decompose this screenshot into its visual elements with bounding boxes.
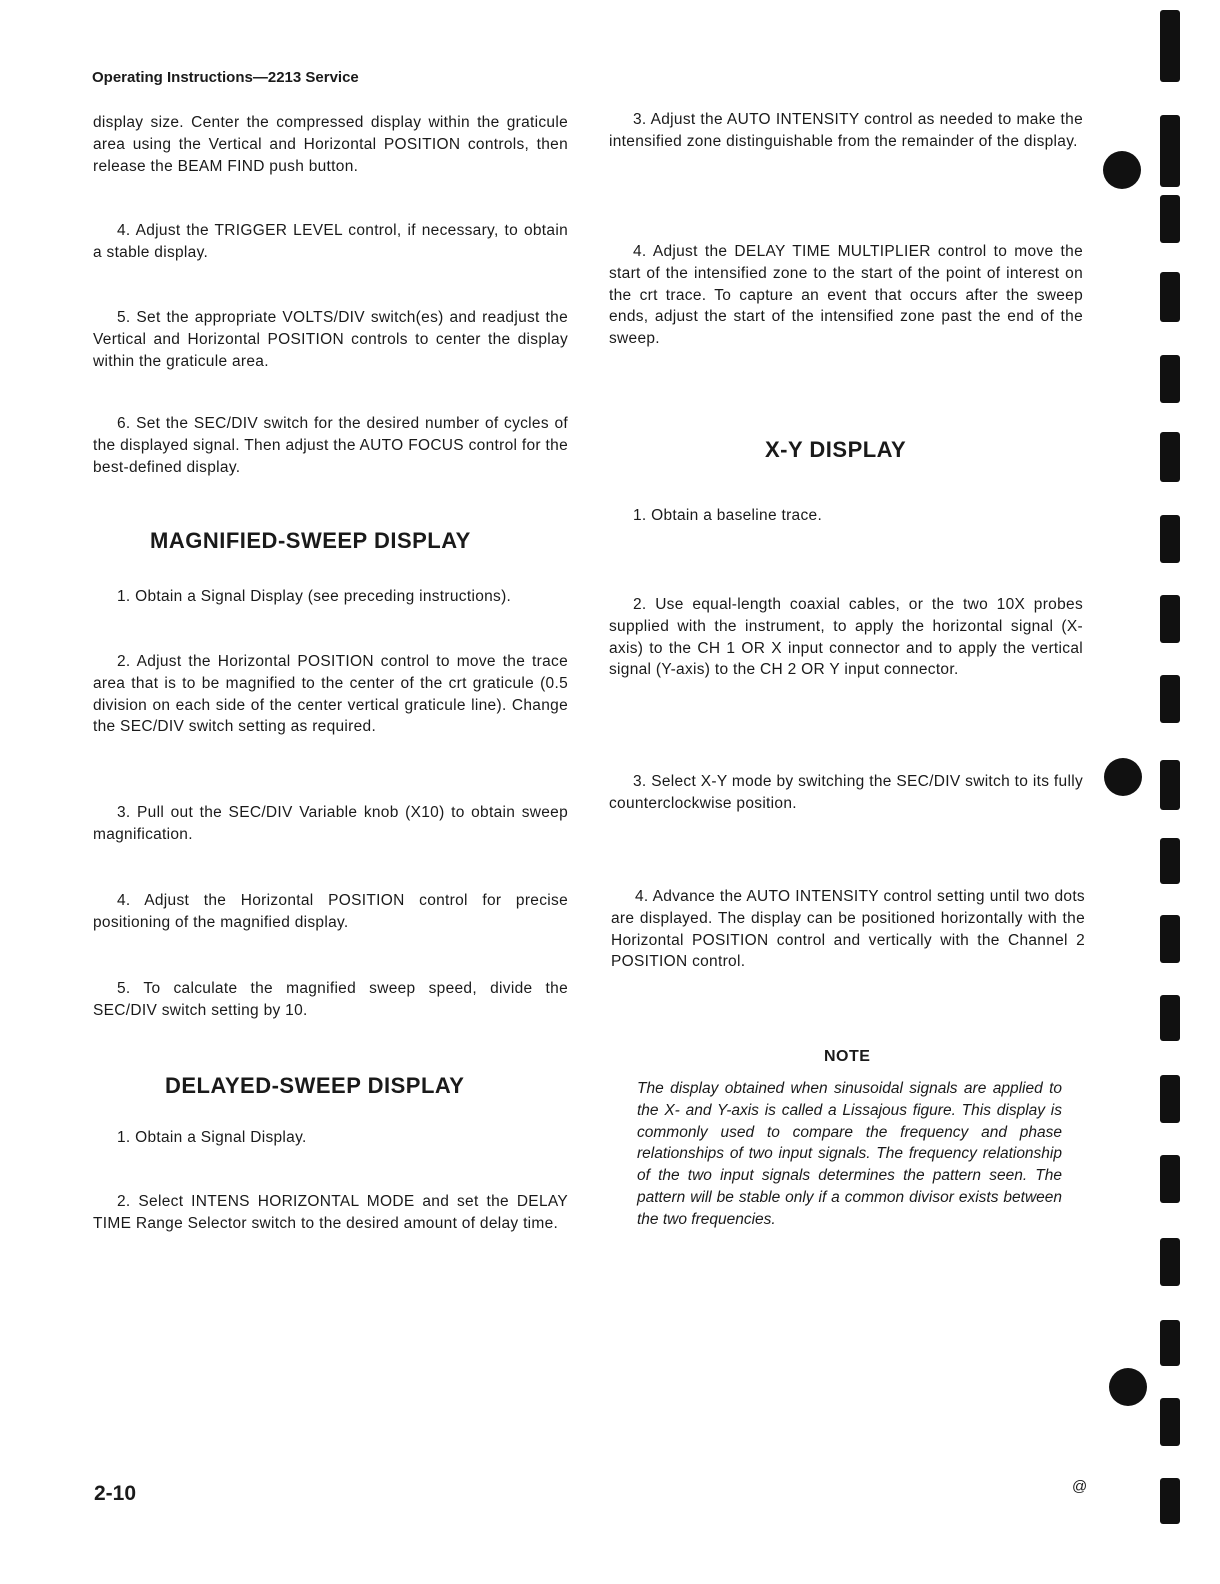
section-heading-xy: X-Y DISPLAY [765, 437, 907, 462]
paragraph: display size. Center the compressed display within the graticule area using the Vertical and Horizontal POSITION controls, then release the BEAM FIND push button. [93, 114, 568, 175]
paragraph: 2. Adjust the Horizontal POSITION control to move the trace area that is to be magnified to the center of the crt graticule (0.5 division on each side of the center vertical graticule line). Change the SEC/DIV switch setting as required. [93, 653, 568, 736]
paragraph: 3. Pull out the SEC/DIV Variable knob (X10) to obtain sweep magnification. [93, 804, 568, 843]
paragraph: 3. Select X-Y mode by switching the SEC/DIV switch to its fully counterclockwise position. [609, 773, 1083, 812]
paragraph: 1. Obtain a Signal Display (see preceding instructions). [117, 588, 512, 605]
binding-bar [1160, 355, 1180, 403]
binding-bar [1160, 760, 1180, 810]
binding-bar [1160, 675, 1180, 723]
binding-bar [1160, 1478, 1180, 1524]
binding-bar [1160, 1320, 1180, 1366]
binding-bar [1160, 1075, 1180, 1123]
binding-bar [1160, 995, 1180, 1041]
binding-bar [1160, 1155, 1180, 1203]
binding-bar [1160, 272, 1180, 322]
paragraph: 5. Set the appropriate VOLTS/DIV switch(es) and readjust the Vertical and Horizontal POSITION controls to center the display within the graticule area. [93, 309, 568, 370]
page-number: 2-10 [94, 1482, 137, 1505]
paragraph: 6. Set the SEC/DIV switch for the desired number of cycles of the displayed signal. Then adjust the AUTO FOCUS control for the best-defined display. [93, 415, 568, 476]
punch-hole [1104, 758, 1142, 796]
binding-bar [1160, 1238, 1180, 1286]
binding-bar [1160, 10, 1180, 82]
binding-bar [1160, 515, 1180, 563]
binding-bar [1160, 838, 1180, 884]
paragraph: 2. Select INTENS HORIZONTAL MODE and set the DELAY TIME Range Selector switch to the desired amount of delay time. [93, 1193, 568, 1232]
punch-hole [1103, 151, 1141, 189]
binding-bar [1160, 1398, 1180, 1446]
paragraph: 2. Use equal-length coaxial cables, or the two 10X probes supplied with the instrument, to apply the horizontal signal (X-axis) to the CH 1 OR X input connector and to apply the vertical signal (Y-axis) to the CH 2 OR Y input connector. [609, 596, 1083, 679]
binding-bar [1160, 432, 1180, 482]
paragraph: 5. To calculate the magnified sweep speed, divide the SEC/DIV switch setting by 10. [93, 980, 568, 1019]
paragraph: 4. Adjust the TRIGGER LEVEL control, if necessary, to obtain a stable display. [93, 222, 568, 261]
note-text: The display obtained when sinusoidal signals are applied to the X- and Y-axis is called a Lissajous figure. This display is commonly used to compare the frequency and phase relationships of two input signals. The frequency relationship of the two input signals determines the pattern seen. The pattern will be stable only if a common divisor exists between the two frequencies. [637, 1080, 1062, 1228]
paragraph: 4. Adjust the DELAY TIME MULTIPLIER control to move the start of the intensified zone to the start of the point of interest on the crt trace. To capture an event that occurs after the sweep ends, adjust the start of the intensified zone past the end of the sweep. [609, 243, 1083, 348]
section-heading-magnified: MAGNIFIED-SWEEP DISPLAY [150, 528, 471, 553]
footer-mark: @ [1072, 1478, 1088, 1495]
paragraph: 1. Obtain a Signal Display. [117, 1129, 307, 1146]
binding-bar [1160, 195, 1180, 243]
note-title: NOTE [824, 1048, 871, 1065]
paragraph: 4. Adjust the Horizontal POSITION control for precise positioning of the magnified display. [93, 892, 568, 931]
paragraph: 1. Obtain a baseline trace. [633, 507, 823, 524]
punch-hole [1109, 1368, 1147, 1406]
binding-bar [1160, 595, 1180, 643]
binding-bar [1160, 915, 1180, 963]
binding-bar [1160, 115, 1180, 187]
paragraph: 3. Adjust the AUTO INTENSITY control as needed to make the intensified zone distinguishable from the remainder of the display. [609, 111, 1083, 150]
section-heading-delayed: DELAYED-SWEEP DISPLAY [165, 1073, 465, 1098]
running-header: Operating Instructions—2213 Service [92, 69, 359, 86]
paragraph: 4. Advance the AUTO INTENSITY control setting until two dots are displayed. The display can be positioned horizontally with the Horizontal POSITION control and vertically with the Channel 2 POSITION control. [611, 888, 1085, 971]
